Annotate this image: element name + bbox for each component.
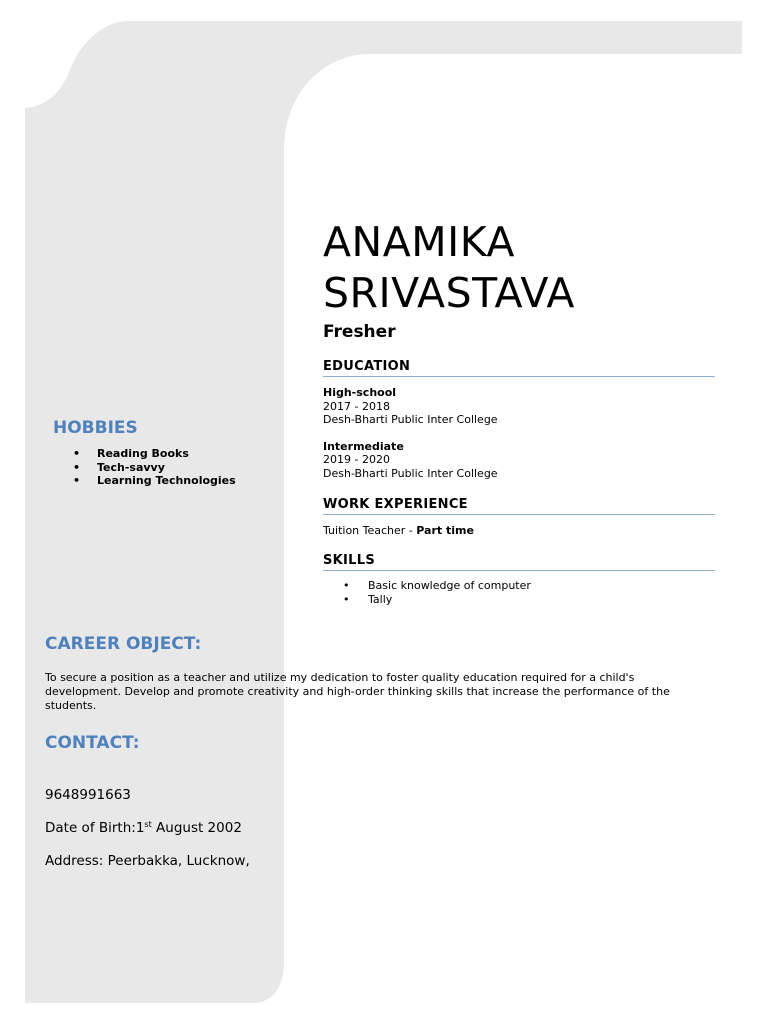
contact-heading: CONTACT:	[45, 733, 140, 753]
hobby-item	[73, 447, 236, 461]
contact-date-of-birth	[45, 820, 242, 836]
dob-rest: August 2002	[151, 820, 242, 836]
education-years: 2019 - 2020	[323, 453, 390, 466]
education-years: 2017 - 2018	[323, 399, 390, 413]
skills-heading: SKILLS	[323, 553, 715, 571]
bullet-icon: •	[343, 592, 350, 606]
education-section	[323, 359, 715, 480]
candidate-title: Fresher	[323, 322, 396, 342]
education-level: High-school	[323, 386, 397, 399]
skill-item	[323, 593, 715, 607]
career-objective-text: To secure a position as a teacher and utilize my dedication to foster quality education required for a child's development. Develop and promote creativity and high-order thinking skills that increase the performance of the students.	[45, 671, 670, 712]
education-school: Desh-Bharti Public Inter College	[323, 466, 498, 480]
skills-list	[323, 579, 715, 606]
skill-label: Basic knowledge of computer	[368, 579, 531, 592]
contact-phone: 9648991663	[45, 787, 131, 803]
skill-item	[323, 579, 715, 593]
hobby-item	[73, 474, 236, 488]
education-heading: EDUCATION	[323, 359, 715, 377]
candidate-first-name: ANAMIKA	[323, 218, 515, 266]
education-school: Desh-Bharti Public Inter College	[323, 413, 498, 426]
hobby-item	[73, 461, 236, 475]
hobbies-list	[73, 447, 236, 488]
hobby-label: Learning Technologies	[97, 474, 236, 487]
hobby-label: Tech-savvy	[97, 460, 165, 474]
skill-label: Tally	[368, 592, 393, 606]
bullet-icon: •	[73, 460, 81, 474]
career-objective-heading: CAREER OBJECT:	[45, 634, 202, 654]
education-entry	[323, 386, 715, 427]
education-level: Intermediate	[323, 439, 404, 453]
work-role: Tuition Teacher -	[323, 524, 417, 537]
hobby-label: Reading Books	[97, 447, 189, 460]
dob-prefix: Date of Birth:1	[45, 820, 145, 836]
candidate-last-name: SRIVASTAVA	[323, 269, 575, 317]
bullet-icon: •	[73, 474, 81, 487]
dob-ordinal-suffix: st	[144, 820, 152, 829]
work-type: Part time	[416, 524, 474, 537]
bullet-icon: •	[343, 579, 350, 592]
bullet-icon: •	[73, 447, 81, 460]
skills-section	[323, 553, 715, 606]
education-entry	[323, 440, 715, 481]
hobbies-heading: HOBBIES	[53, 418, 138, 438]
work-experience-entry	[323, 524, 715, 538]
work-experience-section	[323, 497, 715, 538]
contact-address: Address: Peerbakka, Lucknow,	[45, 853, 250, 869]
work-experience-heading: WORK EXPERIENCE	[323, 497, 715, 515]
